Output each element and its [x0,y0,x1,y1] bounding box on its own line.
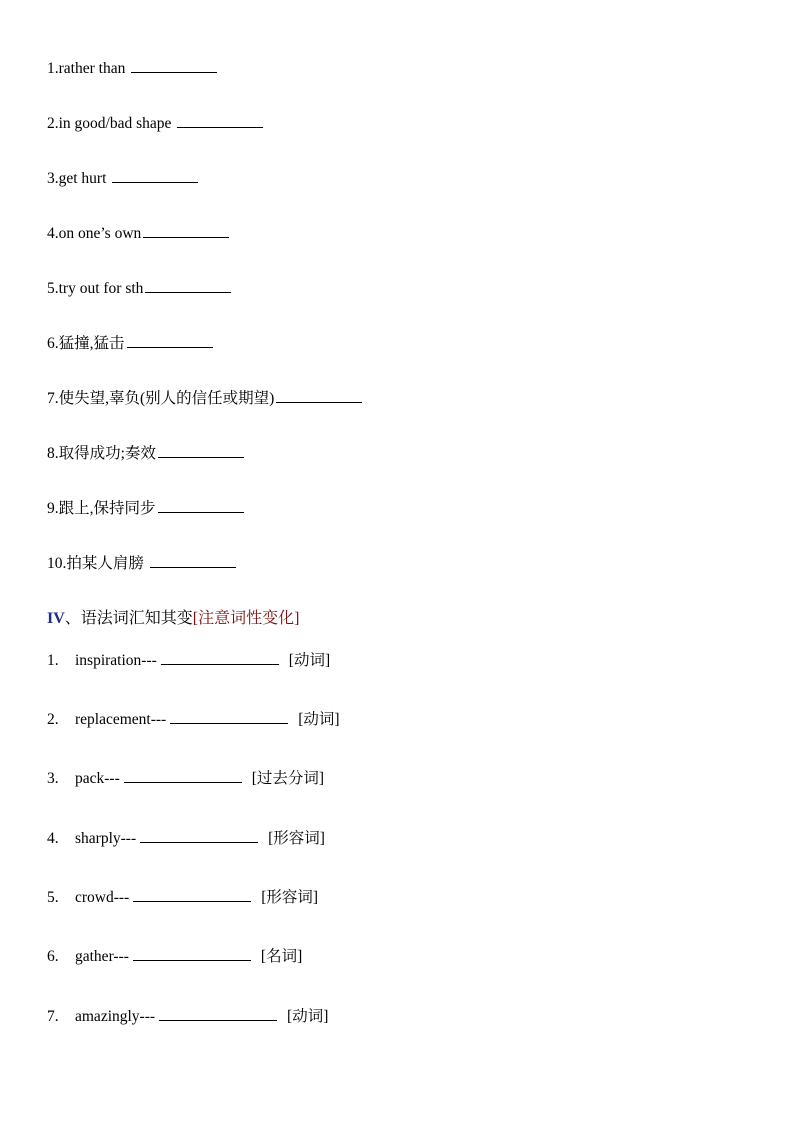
word-class-hint: [过去分词] [251,770,325,787]
phrase-number: 8. [47,445,59,462]
phrase-item [47,168,198,190]
answer-blank[interactable] [161,650,279,665]
phrase-item [47,553,236,575]
answer-blank[interactable] [158,498,244,513]
grammar-item [47,828,325,850]
word-class-hint: [名词] [260,948,303,965]
grammar-item [47,768,324,790]
grammar-item [47,946,302,968]
word-class-hint: [动词] [287,1008,329,1025]
word-class-hint: [形容词] [261,889,319,906]
answer-blank[interactable] [131,58,217,73]
phrase-text: 跟上,保持同步 [58,500,156,517]
phrase-number: 7. [47,390,59,407]
answer-blank[interactable] [133,946,251,961]
answer-blank[interactable] [170,709,288,724]
answer-blank[interactable] [143,223,229,238]
answer-blank[interactable] [158,443,244,458]
grammar-word: gather--- [75,948,129,965]
phrase-item [47,388,362,410]
grammar-item [47,709,340,731]
answer-blank[interactable] [177,113,263,128]
grammar-item [47,1006,328,1028]
phrase-text: 拍某人肩膀 [66,555,148,572]
phrase-number: 1. [47,60,59,77]
grammar-word: crowd--- [75,889,130,906]
answer-blank[interactable] [140,828,258,843]
grammar-item [47,650,330,672]
phrase-item [47,443,244,465]
section-heading [47,607,299,631]
grammar-number: 3. [47,770,59,787]
answer-blank[interactable] [159,1006,277,1021]
phrase-text: on one’s own [58,225,142,242]
grammar-word: replacement--- [75,711,167,728]
answer-blank[interactable] [145,278,231,293]
word-class-hint: [形容词] [268,830,325,847]
grammar-number: 1. [47,652,59,669]
phrase-number: 9. [47,500,59,517]
word-class-hint: [动词] [288,652,331,669]
phrase-number: 3. [47,170,59,187]
phrase-number: 2. [47,115,59,132]
grammar-number: 2. [47,711,59,728]
section-title: 、语法词汇知其变 [64,610,193,627]
grammar-word: amazingly--- [75,1008,156,1025]
phrase-text: 取得成功;奏效 [58,445,156,462]
phrase-text: get hurt [58,170,111,187]
phrase-text: 猛撞,猛击 [58,335,125,352]
phrase-text: rather than [58,60,130,77]
answer-blank[interactable] [150,553,236,568]
section-number: IV [47,610,65,627]
phrase-item [47,498,244,520]
answer-blank[interactable] [276,388,362,403]
section-note: [注意词性变化] [192,610,300,627]
grammar-number: 4. [47,830,59,847]
grammar-number: 7. [47,1008,59,1025]
grammar-number: 5. [47,889,59,906]
phrase-item [47,223,229,245]
grammar-item [47,887,318,909]
phrase-text: try out for sth [58,280,144,297]
phrase-item [47,333,213,355]
grammar-word: inspiration--- [75,652,157,669]
answer-blank[interactable] [112,168,198,183]
word-class-hint: [动词] [298,711,340,728]
phrase-text: 使失望,辜负(别人的信任或期望) [58,390,275,407]
grammar-word: pack--- [75,770,120,787]
phrase-number: 4. [47,225,59,242]
phrase-text: in good/bad shape [58,115,176,132]
grammar-number: 6. [47,948,59,965]
answer-blank[interactable] [124,768,242,783]
phrase-number: 5. [47,280,59,297]
answer-blank[interactable] [127,333,213,348]
phrase-number: 10. [47,555,67,572]
grammar-word: sharply--- [75,830,137,847]
phrase-number: 6. [47,335,59,352]
phrase-item [47,278,231,300]
answer-blank[interactable] [133,887,251,902]
phrase-item [47,113,263,135]
phrase-item [47,58,217,80]
